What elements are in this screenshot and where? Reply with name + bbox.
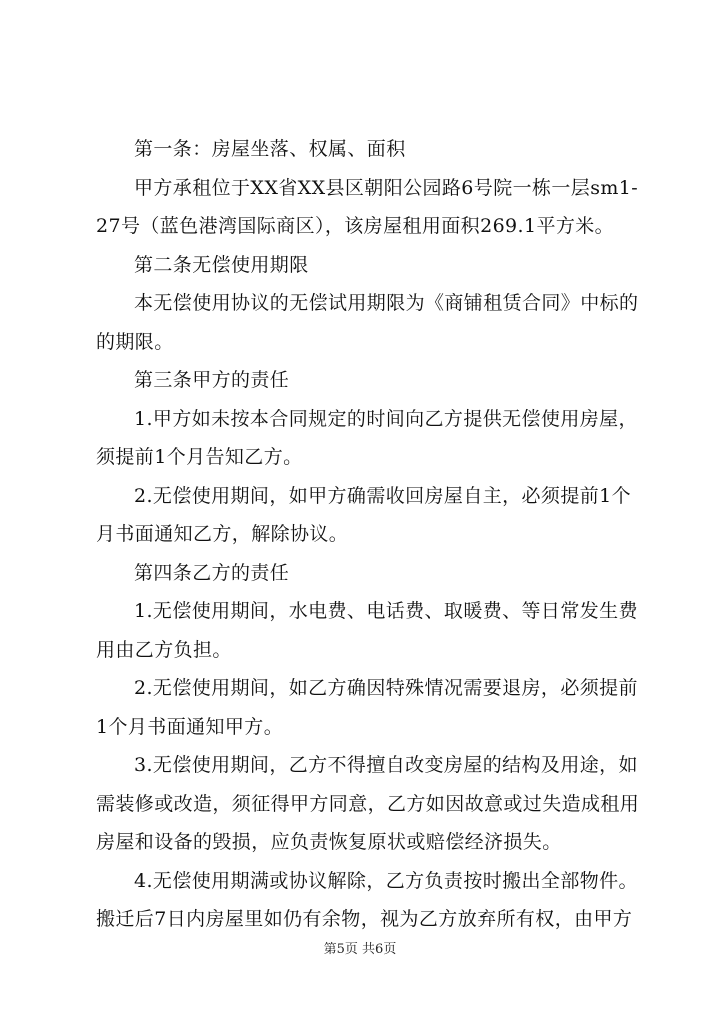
text-line: 第三条甲方的责任 (134, 369, 290, 391)
text-line: 的期限。 (96, 330, 174, 353)
text-line: 第四条乙方的责任 (134, 561, 290, 584)
text-line: 用由乙方负担。 (96, 638, 232, 661)
text-line: 第一条：房屋坐落、权属、面积 (134, 138, 406, 160)
document-body (96, 130, 641, 939)
text-line: 1个月书面通知甲方。 (96, 715, 284, 738)
text-line: 3.无偿使用期间，乙方不得擅自改变房屋的结构及用途，如 (134, 754, 638, 776)
text-line: 房屋和设备的毁损，应负责恢复原状或赔偿经济损失。 (96, 831, 562, 853)
text-line: 搬迁后7日内房屋里如仍有余物，视为乙方放弃所有权，由甲方 (96, 908, 633, 930)
text-line: 甲方承租位于XX省XX县区朝阳公园路6号院一栋一层sm1- (134, 176, 639, 199)
page-footer: 第5页 共6页 (323, 942, 397, 957)
text-line: 27号（蓝色港湾国际商区），该房屋租用面积269.1平方米。 (96, 215, 615, 237)
text-line: 月书面通知乙方，解除协议。 (96, 523, 349, 545)
text-line: 第二条无偿使用期限 (134, 253, 309, 276)
text-line: 须提前1个月告知乙方。 (96, 446, 303, 468)
text-line: 本无偿使用协议的无偿试用期限为《商铺租赁合同》中标的 (134, 292, 639, 314)
text-line: 1.无偿使用期间，水电费、电话费、取暖费、等日常发生费 (134, 600, 638, 622)
text-line: 需装修或改造，须征得甲方同意，乙方如因故意或过失造成租用 (96, 792, 640, 815)
text-line: 1.甲方如未按本合同规定的时间向乙方提供无偿使用房屋， (134, 407, 638, 430)
text-line: 2.无偿使用期间，如甲方确需收回房屋自主，必须提前1个 (134, 484, 632, 507)
text-line: 4.无偿使用期满或协议解除，乙方负责按时搬出全部物件。 (134, 869, 638, 892)
text-line: 2.无偿使用期间，如乙方确因特殊情况需要退房，必须提前 (134, 677, 638, 699)
